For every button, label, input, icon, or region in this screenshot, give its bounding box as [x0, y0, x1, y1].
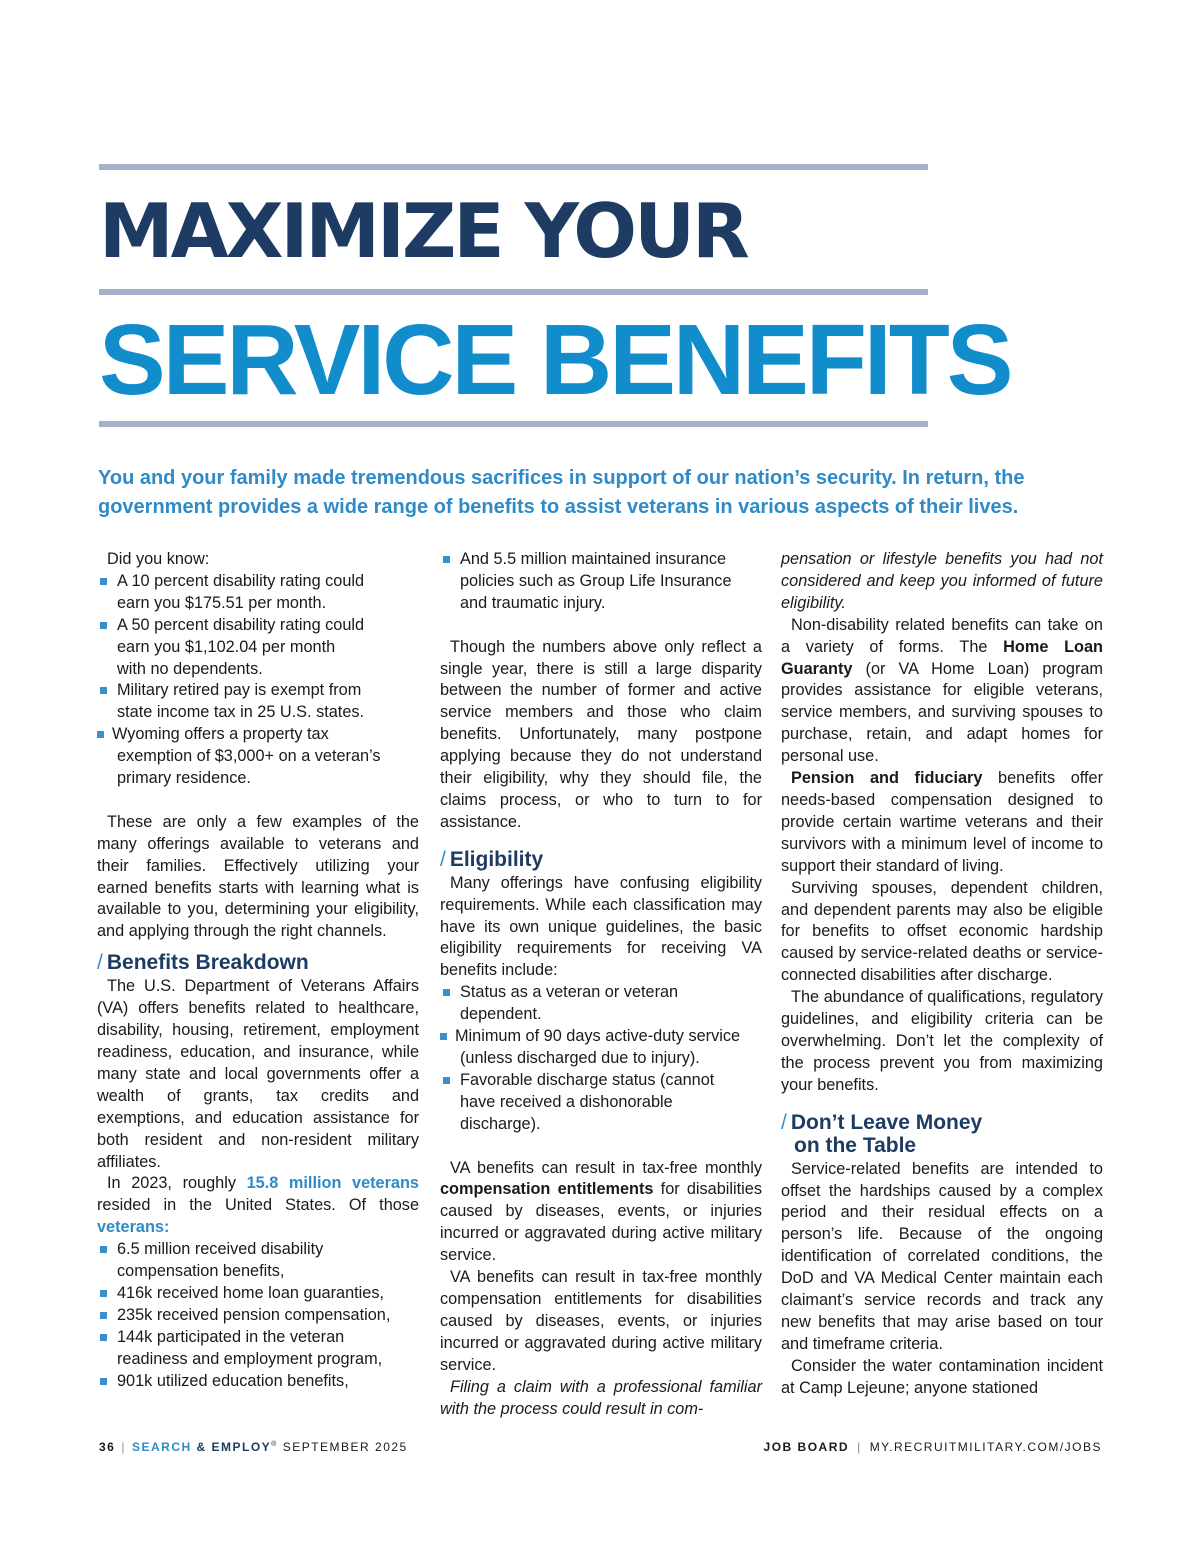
footer-right: JOB BOARD | MY.RECRUITMILITARY.COM/JOBS [763, 1440, 1102, 1454]
filing-claim-continued: pensation or lifestyle benefits you had not considered and keep you informed of future eligibility. [781, 550, 1103, 612]
issue-date: SEPTEMBER 2025 [282, 1440, 408, 1454]
column-2 [440, 549, 762, 1420]
stat-item: 416k received home loan guaranties, [97, 1283, 419, 1305]
abundance-paragraph: The abundance of qualifications, regulatory guidelines, and eligibility criteria can be overwhelming. Don’t let the complexity of the process prevent you from maximizing your benefits. [781, 988, 1103, 1094]
column-1 [97, 549, 419, 1393]
fact-item: Military retired pay is exempt from state income tax in 25 U.S. states. [97, 680, 419, 724]
surviving-spouses-paragraph: Surviving spouses, dependent children, and dependent parents may also be eligible for benefits to offset economic hardship caused by service-related deaths or service-connected disabilities after discharge. [781, 878, 1103, 985]
brand-employ: & EMPLOY [196, 1440, 272, 1454]
filing-claim-paragraph: Filing a claim with a professional familiar with the process could result in com- [440, 1377, 762, 1418]
did-you-know-label: Did you know: [107, 550, 210, 568]
intro-paragraph: You and your family made tremendous sacrifices in support of our nation’s security. In return, the government provides a wide range of benefits to assist veterans in various aspects of their lives. [98, 467, 1025, 518]
home-loan-paragraph: Non-disability related benefits can take on a variety of forms. The Home Loan Guaranty (or VA Home Loan) program provides assistance for eligible veterans, service members, and surviving spouses to purchase, retain, and adapt homes for personal use. [781, 615, 1103, 766]
requirements-list [440, 982, 762, 1135]
footer-left: 36 | SEARCH & EMPLOY® SEPTEMBER 2025 [99, 1440, 408, 1454]
fact-item: A 10 percent disability rating could earn you $175.51 per month. [97, 571, 419, 615]
page-number: 36 [99, 1440, 116, 1454]
requirement-item: Minimum of 90 days active-duty service (unless discharged due to injury). [440, 1026, 762, 1070]
dont-leave-money-heading: / Don’t Leave Money on the Table [781, 1110, 983, 1157]
requirement-item: Favorable discharge status (cannot have received a dishonorable discharge). [440, 1070, 762, 1136]
eligibility-paragraph: Many offerings have confusing eligibility requirements. While each classification may have its own unique guidelines, the basic eligibility requirements for receiving VA benefits include: [440, 873, 762, 980]
veterans-2023-paragraph: In 2023, roughly 15.8 million veterans resided in the United States. Of those veterans: [97, 1174, 419, 1237]
title-line-2: SERVICE BENEFITS [99, 304, 1011, 416]
tax-free-paragraph-2: VA benefits can result in tax-free monthly compensation entitlements for disabilities caused by diseases, events, or injuries incurred or aggravated during active military service. [440, 1268, 762, 1374]
title-rule-middle [99, 289, 928, 295]
fact-item: A 50 percent disability rating could earn you $1,102.04 per month with no dependents. [97, 615, 419, 681]
job-board-url[interactable]: MY.RECRUITMILITARY.COM/JOBS [869, 1440, 1102, 1454]
benefits-breakdown-heading: / Benefits Breakdown [97, 951, 309, 975]
job-board-label: JOB BOARD [763, 1440, 850, 1454]
stat-item: 235k received pension compensation, [97, 1305, 419, 1327]
title-rule-bottom [99, 421, 928, 427]
camp-lejeune-paragraph: Consider the water contamination incident at Camp Lejeune; anyone stationed [781, 1356, 1103, 1397]
tax-free-paragraph-1: VA benefits can result in tax-free monthly compensation entitlements for disabilities caused by diseases, events, or injuries incurred or aggravated during active military service. [440, 1158, 762, 1265]
stat-item: 6.5 million received disability compensation benefits, [97, 1239, 419, 1283]
stat-item: 901k utilized education benefits, [97, 1371, 419, 1393]
eligibility-heading: / Eligibility [440, 847, 544, 871]
disparity-paragraph: Though the numbers above only reflect a single year, there is still a large disparity between the number of former and active service members and those who claim benefits. Unfortunately, many postpone applying because they do not understand their eligibility, why they should file, the claims process, or who to turn to for assistance. [440, 637, 762, 831]
requirement-item: Status as a veteran or veteran dependent. [440, 982, 762, 1026]
pension-paragraph: Pension and fiduciary benefits offer needs-based compensation designed to provide certain wartime veterans and their survivors with a minimum level of income to support their standard of living. [781, 769, 1104, 875]
column-3 [781, 549, 1103, 1400]
title-rule-top [99, 164, 928, 170]
stat-item: 144k participated in the veteran readiness and employment program, [97, 1327, 419, 1371]
facts-list [97, 571, 419, 790]
fact-item: Wyoming offers a property tax exemption of $3,000+ on a veteran’s primary residence. [97, 724, 419, 790]
service-related-paragraph: Service-related benefits are intended to offset the hardships caused by a complex period and their residual effects on a person’s life. Because of the ongoing identification of correlated conditions, the DoD and VA Medical Center maintain each claimant’s service records and track any new benefits that may arise based on tour and timeframe criteria. [781, 1159, 1103, 1353]
insurance-item: And 5.5 million maintained insurance policies such as Group Life Insurance and traumatic injury. [440, 549, 762, 615]
insurance-list [440, 549, 762, 615]
stats-list [97, 1239, 419, 1392]
title-line-1: MAXIMIZE YOUR [99, 187, 747, 275]
examples-paragraph: These are only a few examples of the many offerings available to veterans and their families. Effectively utilizing your earned benefits starts with learning what is available to you, determining your eligibility, and applying through the right channels. [97, 812, 419, 941]
va-paragraph: The U.S. Department of Veterans Affairs (VA) offers benefits related to healthcare, disability, housing, retirement, employment readiness, education, and insurance, while many state and local governments offer a wealth of grants, tax credits and exemptions, and education assistance for both resident and non-resident military affiliates. [97, 977, 419, 1171]
brand-search: SEARCH [131, 1440, 192, 1454]
